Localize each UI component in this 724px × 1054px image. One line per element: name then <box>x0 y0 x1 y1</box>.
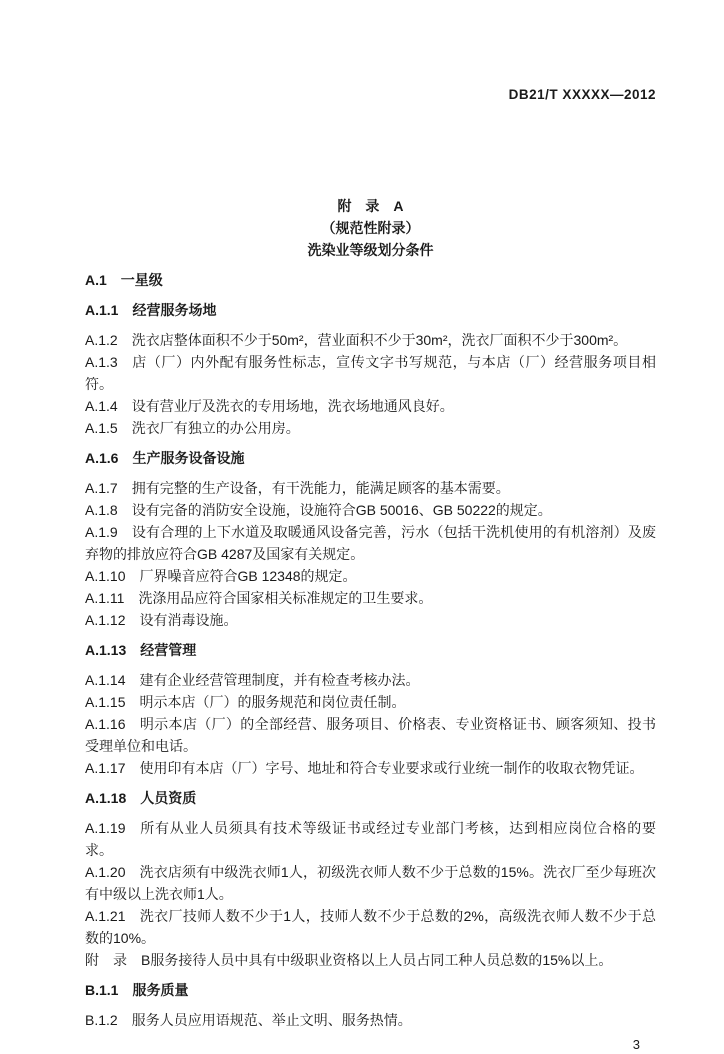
clause-A.1.14 <box>85 669 656 691</box>
clause-label: B.1.2 <box>85 1012 118 1028</box>
clause-label: A.1.4 <box>85 398 118 414</box>
clause-label: A.1.12 <box>85 612 126 628</box>
clause-label: A.1.6 <box>85 450 119 466</box>
clause-A.1.1 <box>85 299 656 321</box>
clause-text: 生产服务设备设施 <box>132 450 245 466</box>
clause-A.1 <box>85 269 656 291</box>
clause-A.1.15 <box>85 691 656 713</box>
clause-label: A.1.7 <box>85 480 118 496</box>
clause-appendix-B-note <box>85 949 656 971</box>
appendix-type: （规范性附录） <box>321 220 420 236</box>
clause-text: 洗衣厂有独立的办公用房。 <box>131 420 300 436</box>
clause-text: 设有消毒设施。 <box>139 612 238 628</box>
clause-label: A.1.18 <box>85 790 127 806</box>
clause-text: 洗衣店须有中级洗衣师1人，初级洗衣师人数不少于总数的15%。洗衣厂至少每班次有中级以上洗衣师1人。 <box>85 864 656 902</box>
clause-A.1.21 <box>85 905 656 949</box>
clause-text: B服务接待人员中具有中级职业资格以上人员占同工种人员总数的15%以上。 <box>141 952 613 968</box>
clause-B.1.1 <box>85 979 656 1001</box>
page-number: 3 <box>632 1037 640 1052</box>
clause-A.1.11 <box>85 587 656 609</box>
clause-label: A.1.10 <box>85 568 126 584</box>
clause-text: 洗涤用品应符合国家相关标准规定的卫生要求。 <box>138 590 433 606</box>
clause-text: 厂界噪音应符合GB 12348的规定。 <box>139 568 357 584</box>
clause-text: 明示本店（厂）的服务规范和岗位责任制。 <box>139 694 406 710</box>
clause-label: A.1.16 <box>85 716 126 732</box>
clause-label: A.1.8 <box>85 502 118 518</box>
clause-label: A.1.14 <box>85 672 126 688</box>
clause-text: 建有企业经营管理制度，并有检查考核办法。 <box>139 672 420 688</box>
clause-text: 设有营业厅及洗衣的专用场地，洗衣场地通风良好。 <box>131 398 454 414</box>
clause-label: A.1.21 <box>85 908 126 924</box>
clause-A.1.6 <box>85 447 656 469</box>
clause-text: 洗衣店整体面积不少于50m²，营业面积不少于30m²，洗衣厂面积不少于300m²。 <box>131 332 628 348</box>
clause-text: 明示本店（厂）的全部经营、服务项目、价格表、专业资格证书、顾客须知、投书受理单位和电话。 <box>85 716 656 754</box>
clause-text: 洗衣厂技师人数不少于1人，技师人数不少于总数的2%，高级洗衣师人数不少于总数的10%。 <box>85 908 656 946</box>
clause-label: A.1.3 <box>85 354 118 370</box>
clause-text: 服务人员应用语规范、举止文明、服务热情。 <box>131 1012 412 1028</box>
clause-A.1.17 <box>85 757 656 779</box>
clause-text: 设有合理的上下水道及取暖通风设备完善，污水（包括干洗机使用的有机溶剂）及废弃物的排放应符合GB 4287及国家有关规定。 <box>85 524 656 562</box>
page-footer <box>85 1036 656 1054</box>
clause-list <box>85 269 656 1031</box>
clause-label: A.1.2 <box>85 332 118 348</box>
clause-text: 经营管理 <box>140 642 197 658</box>
clause-text: 拥有完整的生产设备，有干洗能力，能满足顾客的基本需要。 <box>131 480 510 496</box>
appendix-name: 洗染业等级划分条件 <box>307 242 434 258</box>
clause-label: A.1.17 <box>85 760 126 776</box>
clause-label: A.1.13 <box>85 642 127 658</box>
clause-label: A.1.20 <box>85 864 126 880</box>
clause-label: A.1.11 <box>85 590 125 606</box>
clause-A.1.19 <box>85 817 656 861</box>
clause-A.1.4 <box>85 395 656 417</box>
clause-A.1.10 <box>85 565 656 587</box>
clause-A.1.12 <box>85 609 656 631</box>
doc-number: DB21/T XXXXX—2012 <box>508 87 656 102</box>
clause-text: 店（厂）内外配有服务性标志，宣传文字书写规范，与本店（厂）经营服务项目相符。 <box>85 354 656 392</box>
clause-A.1.18 <box>85 787 656 809</box>
clause-A.1.20 <box>85 861 656 905</box>
clause-A.1.7 <box>85 477 656 499</box>
clause-A.1.13 <box>85 639 656 661</box>
clause-text: 经营服务场地 <box>132 302 217 318</box>
clause-A.1.9 <box>85 521 656 565</box>
clause-label: 附 录 <box>85 952 127 968</box>
clause-A.1.5 <box>85 417 656 439</box>
clause-label: A.1.15 <box>85 694 126 710</box>
clause-A.1.3 <box>85 351 656 395</box>
clause-A.1.8 <box>85 499 656 521</box>
clause-label: A.1.1 <box>85 302 119 318</box>
clause-A.1.2 <box>85 329 656 351</box>
document-header <box>85 0 656 103</box>
clause-label: B.1.1 <box>85 982 119 998</box>
appendix-title-block <box>85 195 656 261</box>
appendix-title: 附 录 A <box>337 198 404 214</box>
clause-label: A.1 <box>85 272 107 288</box>
clause-label: A.1.9 <box>85 524 118 540</box>
clause-text: 所有从业人员须具有技术等级证书或经过专业部门考核，达到相应岗位合格的要求。 <box>85 820 656 858</box>
clause-text: 服务质量 <box>132 982 189 998</box>
clause-text: 设有完备的消防安全设施，设施符合GB 50016、GB 50222的规定。 <box>131 502 552 518</box>
clause-text: 使用印有本店（厂）字号、地址和符合专业要求或行业统一制作的收取衣物凭证。 <box>139 760 644 776</box>
clause-A.1.16 <box>85 713 656 757</box>
clause-label: A.1.5 <box>85 420 118 436</box>
clause-label: A.1.19 <box>85 820 126 836</box>
clause-B.1.2 <box>85 1009 656 1031</box>
clause-text: 一星级 <box>120 272 163 288</box>
clause-text: 人员资质 <box>140 790 197 806</box>
